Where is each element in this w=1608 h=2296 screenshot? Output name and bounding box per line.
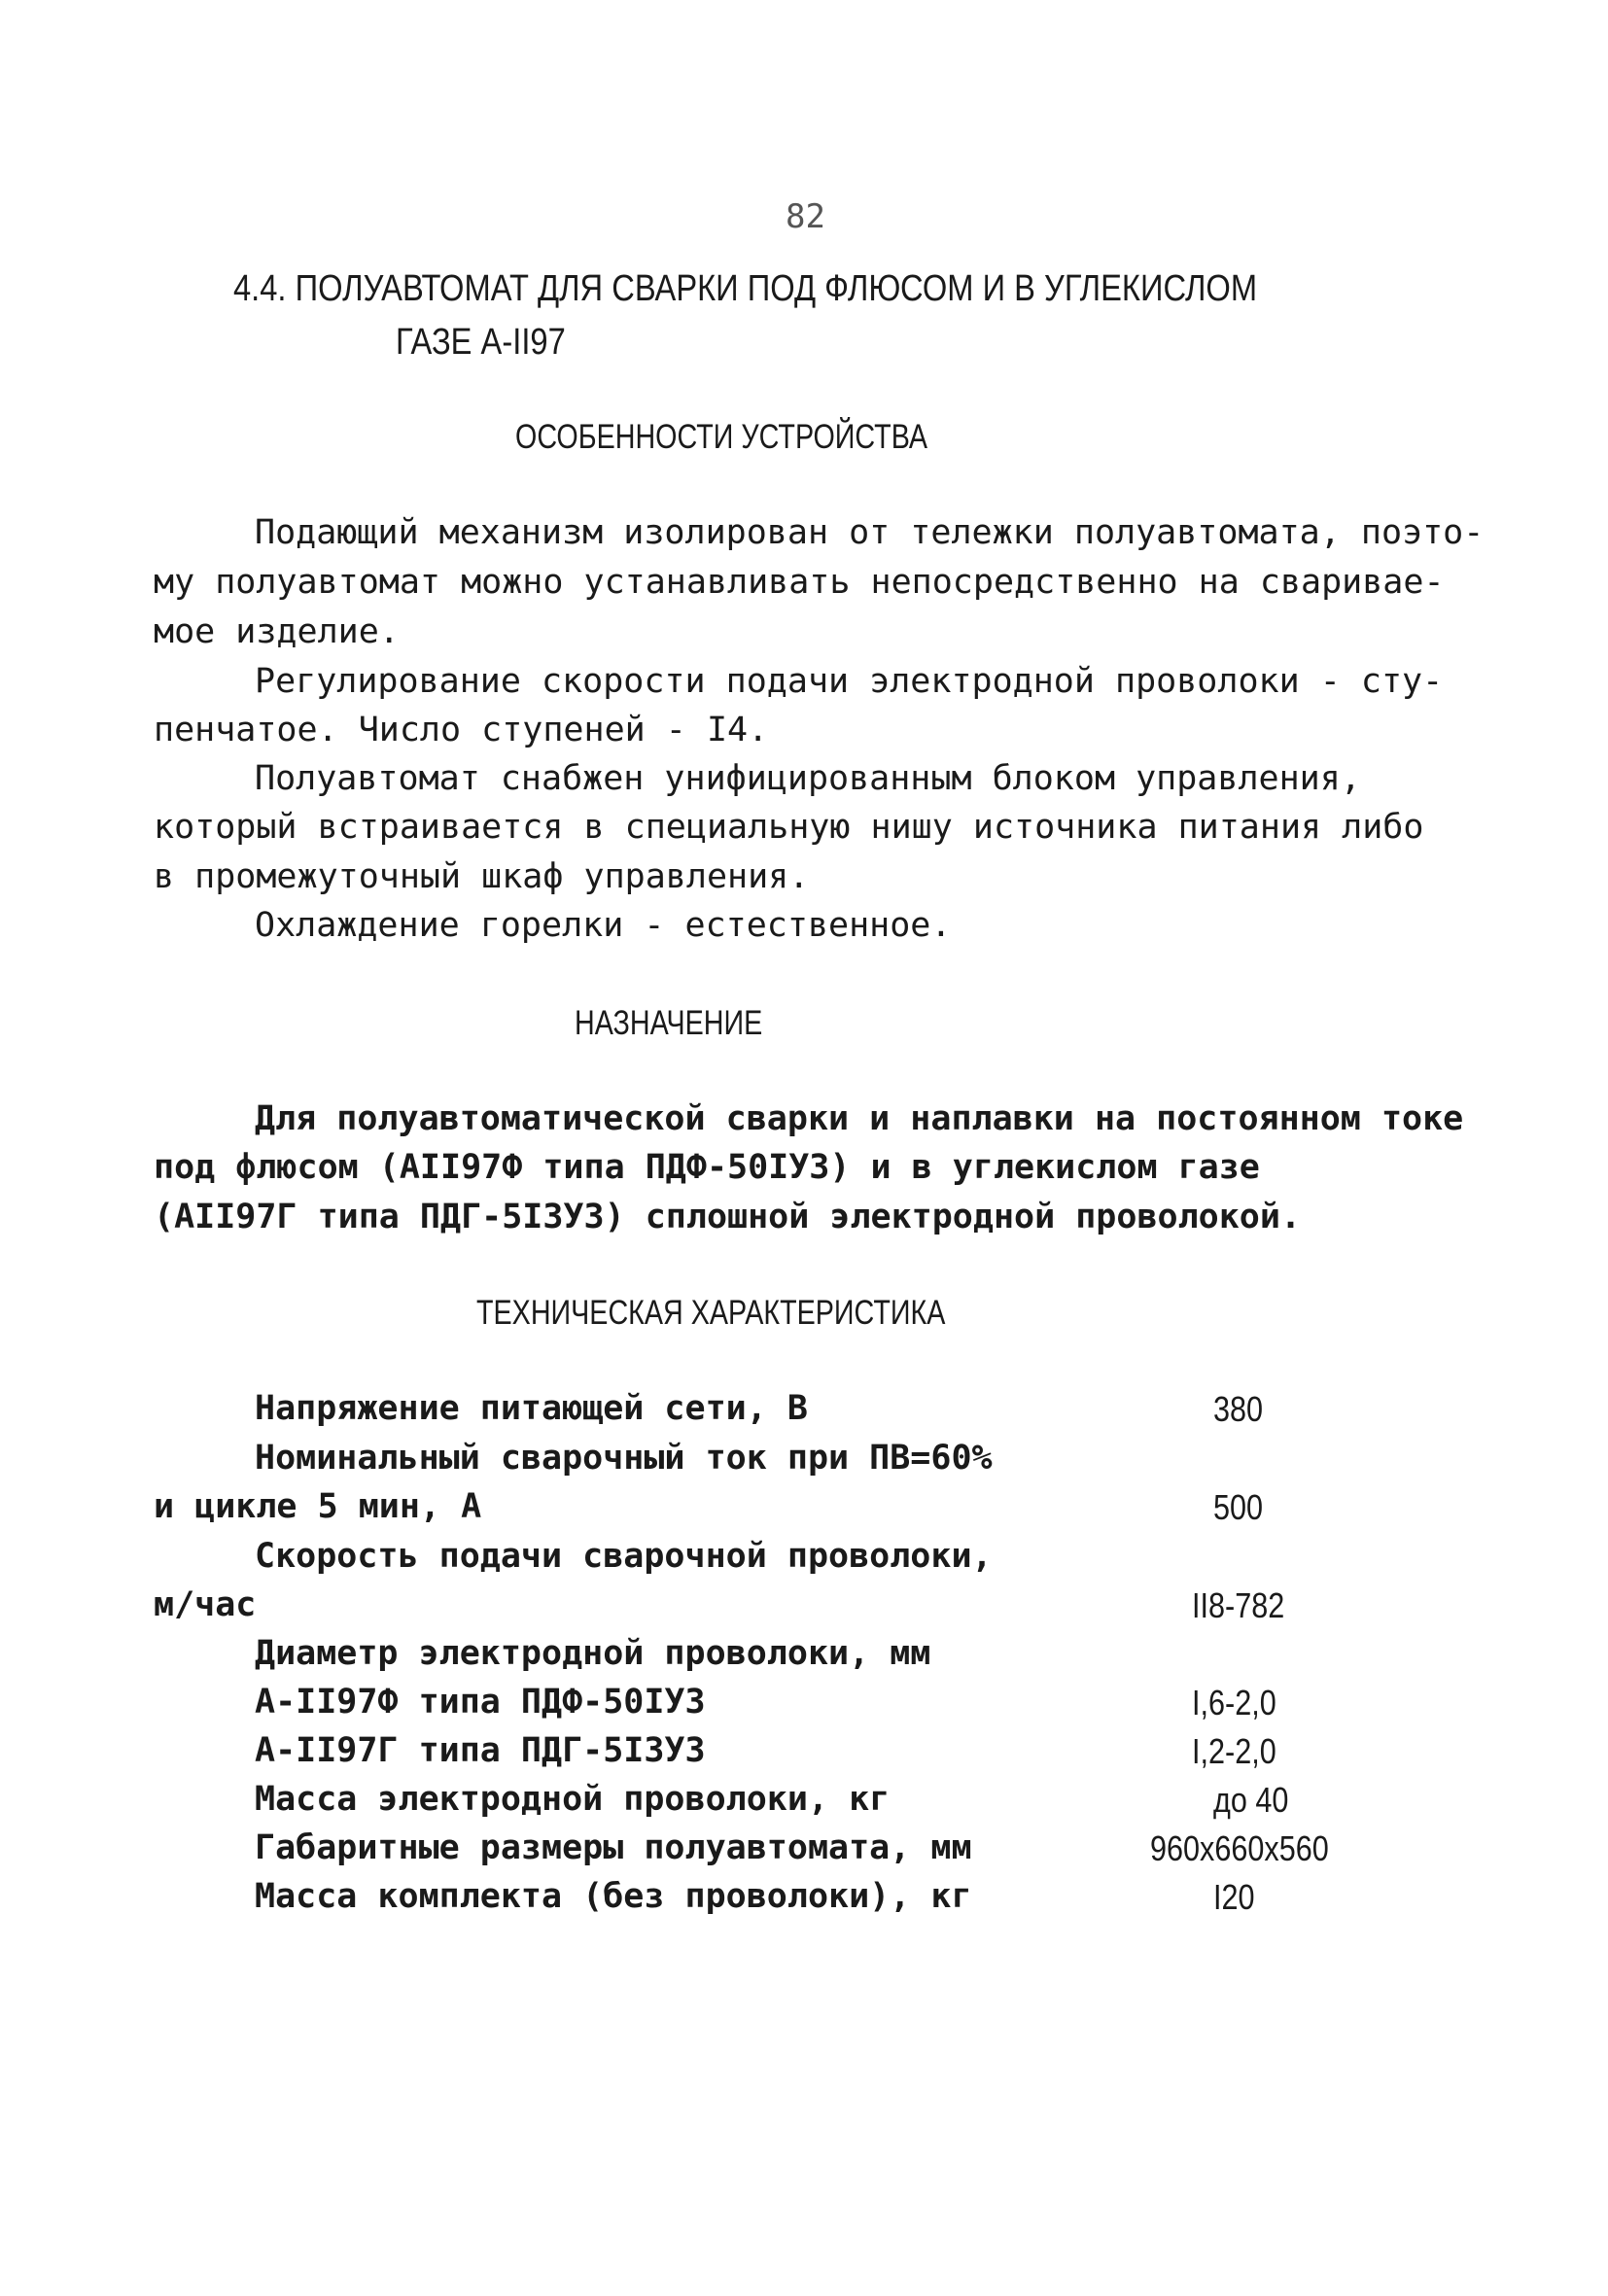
spec-label-wire-mass: Масса электродной проволоки, кг: [255, 1780, 891, 1819]
features-line: Охлаждение горелки - естественное.: [255, 906, 952, 945]
spec-value-set-mass: I20: [1213, 1877, 1255, 1917]
purpose-line: под флюсом (АII97Ф типа ПДФ-50IУЗ) и в углекислом газе: [154, 1148, 1260, 1187]
spec-label-dimensions: Габаритные размеры полуавтомата, мм: [255, 1828, 972, 1867]
features-line: мое изделие.: [154, 612, 400, 651]
features-line: Полуавтомат снабжен унифицированным блоком управления,: [255, 759, 1361, 798]
spec-value-current: 500: [1213, 1487, 1264, 1527]
spec-value-feed-speed: II8-782: [1192, 1585, 1285, 1625]
features-heading: ОСОБЕННОСТИ УСТРОЙСТВА: [515, 418, 928, 456]
spec-value-model-g: I,2-2,0: [1192, 1731, 1276, 1771]
spec-value-model-f: I,6-2,0: [1192, 1683, 1276, 1722]
spec-value-wire-mass: до 40: [1213, 1780, 1289, 1820]
spec-label-current-cont: и цикле 5 мин, А: [154, 1487, 482, 1526]
spec-label-model-g: А-II97Г типа ПДГ-5I3УЗ: [255, 1731, 706, 1770]
spec-label-current: Номинальный сварочный ток при ПВ=60%: [255, 1439, 993, 1478]
spec-label-set-mass: Масса комплекта (без проволоки), кг: [255, 1877, 972, 1916]
features-line: пенчатое. Число ступеней - I4.: [154, 711, 769, 749]
spec-label-voltage: Напряжение питающей сети, В: [255, 1389, 808, 1428]
features-line: му полуавтомат можно устанавливать непосредственно на сваривае-: [154, 563, 1445, 602]
spec-label-model-f: А-II97Ф типа ПДФ-50IУЗ: [255, 1683, 706, 1722]
purpose-heading: НАЗНАЧЕНИЕ: [575, 1004, 763, 1042]
section-title-line-2: ГАЗЕ А-II97: [396, 322, 566, 363]
specs-heading: ТЕХНИЧЕСКАЯ ХАРАКТЕРИСТИКА: [476, 1294, 946, 1332]
spec-label-feed-speed-cont: м/час: [154, 1585, 257, 1624]
section-title-line-1: 4.4. ПОЛУАВТОМАТ ДЛЯ СВАРКИ ПОД ФЛЮСОМ И В УГЛЕКИСЛОМ: [233, 268, 1258, 309]
spec-value-dimensions: 960х660х560: [1150, 1828, 1329, 1868]
spec-label-feed-speed: Скорость подачи сварочной проволоки,: [255, 1537, 993, 1576]
spec-value-voltage: 380: [1213, 1389, 1264, 1429]
spec-label-wire-diameter: Диаметр электродной проволоки, мм: [255, 1634, 931, 1673]
features-line: который встраивается в специальную нишу источника питания либо: [154, 808, 1424, 847]
features-line: Подающий механизм изолирован от тележки полуавтомата, поэто-: [255, 513, 1485, 552]
purpose-line: (АII97Г типа ПДГ-5I3УЗ) сплошной электродной проволокой.: [154, 1198, 1302, 1236]
features-line: в промежуточный шкаф управления.: [154, 857, 810, 896]
page-number: 82: [786, 197, 825, 236]
features-line: Регулирование скорости подачи электродной проволоки - сту-: [255, 662, 1444, 701]
purpose-line: Для полуавтоматической сварки и наплавки на постоянном токе: [255, 1099, 1464, 1138]
